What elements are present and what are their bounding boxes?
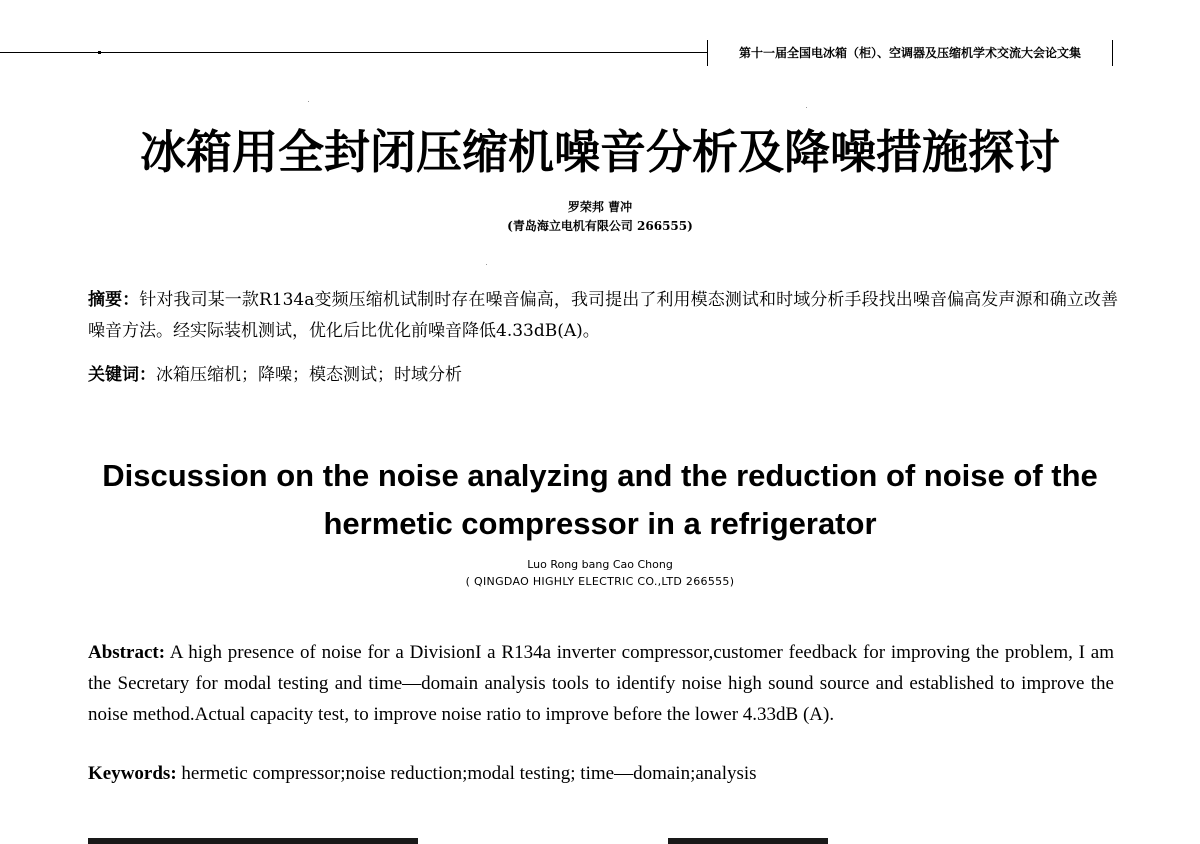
chinese-abstract xyxy=(88,285,1118,347)
cut-off-heading-right xyxy=(668,838,828,844)
chinese-keywords-label: 关键词： xyxy=(88,365,156,385)
english-keywords-text: hermetic compressor;noise reduction;modal testing; time—domain;analysis xyxy=(176,763,757,784)
english-abstract-label: Abstract: xyxy=(88,642,166,663)
chinese-abstract-text: 针对我司某一款R134a变频压缩机试制时存在噪音偏高，我司提出了利用模态测试和时域分析手段找出噪音偏高发声源和确立改善噪音方法。经实际装机测试，优化后比优化前噪音降低4.33dB(A)。 xyxy=(88,290,1118,341)
chinese-authors: 罗荣邦 曹冲 xyxy=(567,200,633,214)
chinese-title: 冰箱用全封闭压缩机噪音分析及降噪措施探讨 xyxy=(140,125,1060,179)
english-authors: Luo Rong bang Cao Chong xyxy=(527,558,673,571)
english-keywords xyxy=(88,760,1114,788)
english-affiliation: ( QINGDAO HIGHLY ELECTRIC CO.,LTD 266555) xyxy=(465,575,735,588)
english-abstract xyxy=(88,637,1114,730)
scan-speck xyxy=(308,101,309,102)
english-abstract-text: A high presence of noise for a DivisionI a R134a inverter compressor,customer feedback for improving the problem, I am the Secretary for modal testing and time—domain analysis tools to identify noise high sound source and established to improve the noise method.Actual capacity test, to improve noise ratio to improve before the lower 4.33dB (A). xyxy=(88,642,1114,725)
chinese-affiliation: (青岛海立电机有限公司 266555) xyxy=(507,219,693,233)
chinese-keywords-text: 冰箱压缩机；降噪；模态测试；时域分析 xyxy=(156,365,462,385)
scan-speck xyxy=(486,264,487,265)
header-dot xyxy=(98,51,101,54)
header-rule xyxy=(0,52,708,53)
english-keywords-label: Keywords: xyxy=(88,763,177,784)
chinese-abstract-label: 摘要： xyxy=(88,290,140,310)
chinese-keywords xyxy=(88,361,1118,389)
scan-speck xyxy=(806,107,807,108)
english-title: Discussion on the noise analyzing and the reduction of noise of the hermetic compressor in a refrigerator xyxy=(102,458,1098,541)
running-header: 第十一届全国电冰箱（柜）、空调器及压缩机学术交流大会论文集 xyxy=(707,40,1113,66)
cut-off-heading-left xyxy=(88,838,418,844)
